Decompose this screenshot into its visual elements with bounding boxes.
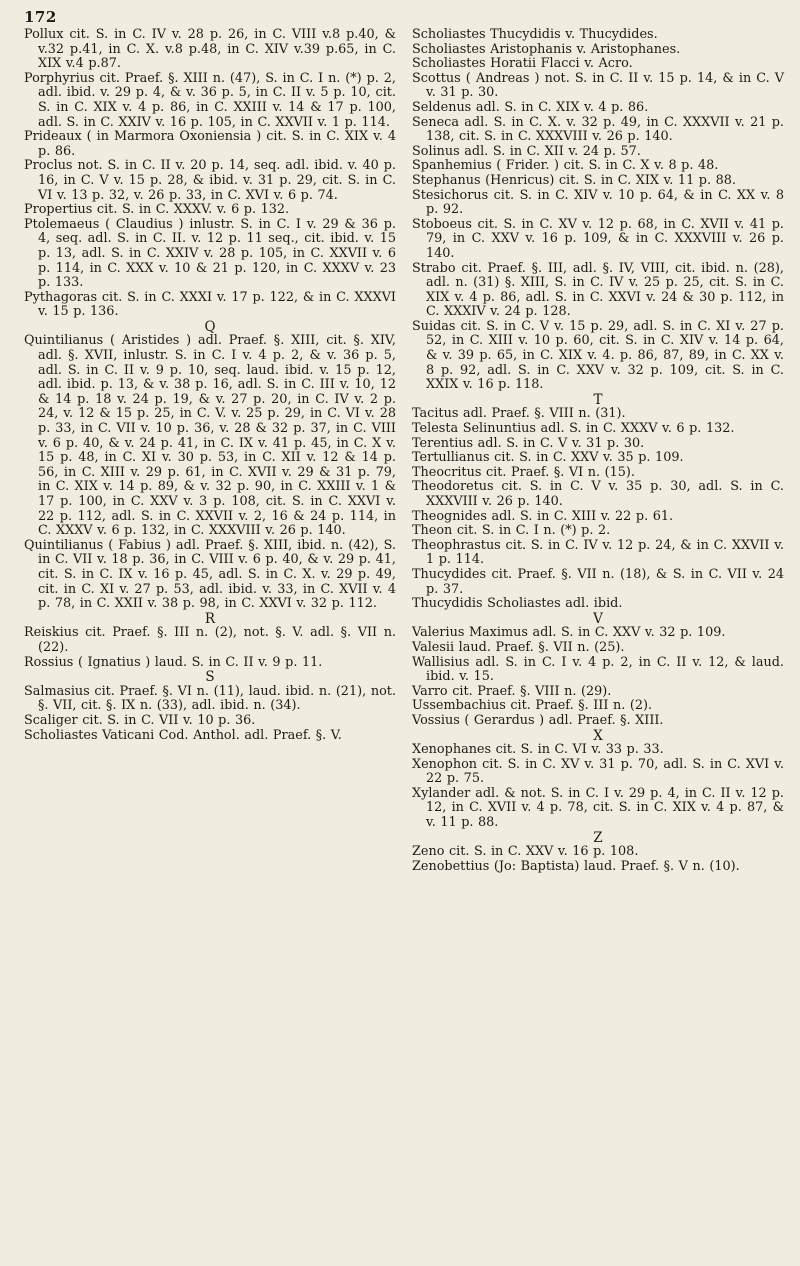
section-letter: Q — [204, 318, 216, 335]
index-entry: Theophrastus cit. S. in C. IV v. 12 p. 24, & in C. XXVII v. 1 p. 114. — [412, 537, 784, 568]
index-entry: Prideaux ( in Marmora Oxoniensia ) cit. S. in C. XIX v. 4 p. 86. — [24, 129, 396, 159]
index-entry: Tacitus adl. Praef. §. VIII n. (31). — [412, 406, 626, 422]
index-entry: Zeno cit. S. in C. XXV v. 16 p. 108. — [412, 844, 639, 860]
index-entry: Stephanus (Henricus) cit. S. in C. XIX v. 11 p. 88. — [412, 172, 736, 188]
index-entry: Quintilianus ( Fabius ) adl. Praef. §. XIII, ibid. n. (42), S. in C. VII v. 18 p. 36, in C. VIII v. 6 p. 40, & v. 29 p. 41, cit. S. in C. IX v. 16 p. 45, adl. S. in C. X. v. 29 p. 49, cit. in C. XI v. 27 p. 53, adl. ibid. v. 33, in C. XVII v. 4 p. 78, in C. XXII v. 38 p. 98, in C. XXVI v. 32 p. 112. — [24, 537, 396, 612]
index-entry: Scaliger cit. S. in C. VII v. 10 p. 36. — [24, 712, 256, 728]
index-entry: Porphyrius cit. Praef. §. XIII n. (47), S. in C. I n. (*) p. 2, adl. ibid. v. 29 p. 4, & v. 36 p. 5, in C. II v. 5 p. 10, cit. S. in C. XIX v. 4 p. 86, in C. XXIII v. 14 & 17 p. 100, adl. S. in C. XXIV v. 16 p. 105, in C. XXVII v. 1 p. 114. — [24, 70, 396, 130]
index-entry: Theon cit. S. in C. I n. (*) p. 2. — [412, 523, 611, 539]
index-entry: Thucydidis Scholiastes adl. ibid. — [412, 596, 623, 612]
index-entry: Tertullianus cit. S. in C. XXV v. 35 p. 109. — [412, 450, 684, 466]
section-letter: Z — [593, 829, 603, 846]
index-entry: Scholiastes Thucydidis v. Thucydides. — [412, 27, 658, 42]
index-entry: Telesta Selinuntius adl. S. in C. XXXV v. 6 p. 132. — [412, 421, 735, 437]
index-entry: Spanhemius ( Frider. ) cit. S. in C. X v. 8 p. 48. — [412, 158, 719, 174]
index-entry: Suidas cit. S. in C. V v. 15 p. 29, adl. S. in C. XI v. 27 p. 52, in C. XIII v. 10 p. 60, cit. S. in C. XIV v. 14 p. 64, & v. 39 p. 65, in C. XIX v. 4. p. 86, 87, 89, in C. XX v. 8 p. 92, adl. S. in C. XXV v. 32 p. 109, cit. S. in C. XXIX v. 16 p. 118. — [412, 318, 784, 393]
index-entry: Quintilianus ( Aristides ) adl. Praef. §. XIII, cit. §. XIV, adl. §. XVII, inlustr. S. in C. I v. 4 p. 2, & v. 36 p. 5, adl. S. in C. II v. 9 p. 10, seq. laud. ibid. v. 15 p. 12, adl. ibid. p. 13, & v. 38 p. 16, adl. S. in C. III v. 10, 12 & 14 p. 18 v. 24 p. 19, & v. 27 p. 20, in C. IV v. 2 p. 24, v. 12 & 15 p. 25, in C. V. v. 25 p. 29, in C. VI v. 28 p. 33, in C. VII v. 10 p. 36, v. 28 & 32 p. 37, in C. VIII v. 6 p. 40, & v. 24 p. 41, in C. IX v. 41 p. 45, in C. X v. 15 p. 48, in C. XI v. 30 p. 53, in C. XII v. 12 & 14 p. 56, in C. XIII v. 29 p. 61, in C. XVII v. 29 & 31 p. 79, in C. XIX v. 14 p. 89, & v. 32 p. 90, in C. XXIII v. 1 & 17 p. 100, in C. XXV v. 3 p. 108, cit. S. in C. XXVI v. 22 p. 112, adl. S. in C. XXVII v. 2, 16 & 24 p. 114, in C. XXXV v. 6 p. 132, in C. XXXVIII v. 26 p. 140. — [24, 333, 396, 539]
index-entry: Solinus adl. S. in C. XII v. 24 p. 57. — [412, 143, 641, 159]
index-entry: Thucydides cit. Praef. §. VII n. (18), & S. in C. VII v. 24 p. 37. — [412, 566, 784, 597]
index-entry: Seneca adl. S. in C. X. v. 32 p. 49, in C. XXXVII v. 21 p. 138, cit. S. in C. XXXVIII v. 26 p. 140. — [412, 114, 784, 145]
index-entry: Seldenus adl. S. in C. XIX v. 4 p. 86. — [412, 99, 649, 115]
index-entry: Ussembachius cit. Praef. §. III n. (2). — [412, 698, 653, 714]
index-entry: Rossius ( Ignatius ) laud. S. in C. II v. 9 p. 11. — [24, 654, 323, 670]
index-entry: Stesichorus cit. S. in C. XIV v. 10 p. 64, & in C. XX v. 8 p. 92. — [412, 187, 784, 218]
index-entry: Theodoretus cit. S. in C. V v. 35 p. 30, adl. S. in C. XXXVIII v. 26 p. 140. — [412, 479, 784, 509]
right-column — [412, 28, 784, 874]
section-letter: T — [593, 391, 603, 408]
index-entry: Scholiastes Horatii Flacci v. Acro. — [412, 56, 633, 72]
index-entry: Proclus not. S. in C. II v. 20 p. 14, seq. adl. ibid. v. 40 p. 16, in C. V v. 15 p. 28, & ibid. v. 31 p. 29, cit. S. in C. VI v. 13 p. 32, v. 26 p. 33, in C. XVI v. 6 p. 74. — [24, 158, 396, 203]
index-entry: Zenobettius (Jo: Baptista) laud. Praef. §. V n. (10). — [412, 858, 740, 874]
index-entry: Strabo cit. Praef. §. III, adl. §. IV, VIII, cit. ibid. n. (28), adl. n. (31) §. XIII, S. in C. IV v. 25 p. 25, cit. S. in C. XIX v. 4 p. 86, adl. S. in C. XXVI v. 24 & 30 p. 112, in C. XXXIV v. 24 p. 128. — [412, 260, 784, 320]
index-entry: Wallisius adl. S. in C. I v. 4 p. 2, in C. II v. 12, & laud. ibid. v. 15. — [412, 654, 784, 685]
index-entry: Xenophanes cit. S. in C. VI v. 33 p. 33. — [412, 742, 664, 758]
index-entry: Theognides adl. S. in C. XIII v. 22 p. 61. — [412, 508, 674, 524]
section-letter: V — [593, 610, 603, 627]
section-letter: X — [593, 727, 603, 744]
index-entry: Valerius Maximus adl. S. in C. XXV v. 32 p. 109. — [412, 625, 726, 641]
index-entry: Vossius ( Gerardus ) adl. Praef. §. XIII. — [412, 712, 664, 728]
index-entry: Terentius adl. S. in C. V v. 31 p. 30. — [412, 435, 645, 451]
index-entry: Propertius cit. S. in C. XXXV. v. 6 p. 132. — [24, 202, 290, 218]
left-column — [24, 28, 396, 743]
index-entry: Theocritus cit. Praef. §. VI n. (15). — [412, 464, 635, 480]
index-entry: Pythagoras cit. S. in C. XXXI v. 17 p. 122, & in C. XXXVI v. 15 p. 136. — [24, 289, 396, 320]
page-number: 172 — [24, 8, 57, 26]
index-entry: Xylander adl. & not. S. in C. I v. 29 p. 4, in C. II v. 12 p. 12, in C. XVII v. 4 p. 78, cit. S. in C. XIX v. 4 p. 87, & v. 11 p. 88. — [412, 785, 784, 831]
index-entry: Reiskius cit. Praef. §. III n. (2), not. §. V. adl. §. VII n. (22). — [24, 625, 396, 655]
index-entry: Scholiastes Aristophanis v. Aristophanes. — [412, 41, 681, 57]
index-entry: Stoboeus cit. S. in C. XV v. 12 p. 68, in C. XVII v. 41 p. 79, in C. XXV v. 16 p. 109, & in C. XXXVIII v. 26 p. 140. — [412, 216, 784, 261]
index-entry: Scottus ( Andreas ) not. S. in C. II v. 15 p. 14, & in C. V v. 31 p. 30. — [412, 70, 784, 101]
index-entry: Xenophon cit. S. in C. XV v. 31 p. 70, adl. S. in C. XVI v. 22 p. 75. — [412, 756, 784, 787]
index-entry: Scholiastes Vaticani Cod. Anthol. adl. Praef. §. V. — [24, 727, 342, 743]
index-entry: Ptolemaeus ( Claudius ) inlustr. S. in C. I v. 29 & 36 p. 4, seq. adl. S. in C. II. v. 12 p. 11 seq., cit. ibid. v. 15 p. 13, adl. S. in C. XXIV v. 28 p. 105, in C. XXVII v. 6 p. 114, in C. XXX v. 10 & 21 p. 120, in C. XXXV v. 23 p. 133. — [24, 216, 396, 291]
section-letter: R — [204, 610, 216, 627]
index-entry: Valesii laud. Praef. §. VII n. (25). — [412, 639, 625, 655]
index-entry: Pollux cit. S. in C. IV v. 28 p. 26, in C. VIII v.8 p.40, & v.32 p.41, in C. X. v.8 p.48, in C. XIV v.39 p.65, in C. XIX v.4 p.87. — [24, 27, 396, 72]
index-entry: Salmasius cit. Praef. §. VI n. (11), laud. ibid. n. (21), not. §. VII, cit. §. IX n. (33), adl. ibid. n. (34). — [24, 683, 396, 714]
section-letter: S — [205, 669, 215, 686]
index-entry: Varro cit. Praef. §. VIII n. (29). — [412, 683, 612, 699]
